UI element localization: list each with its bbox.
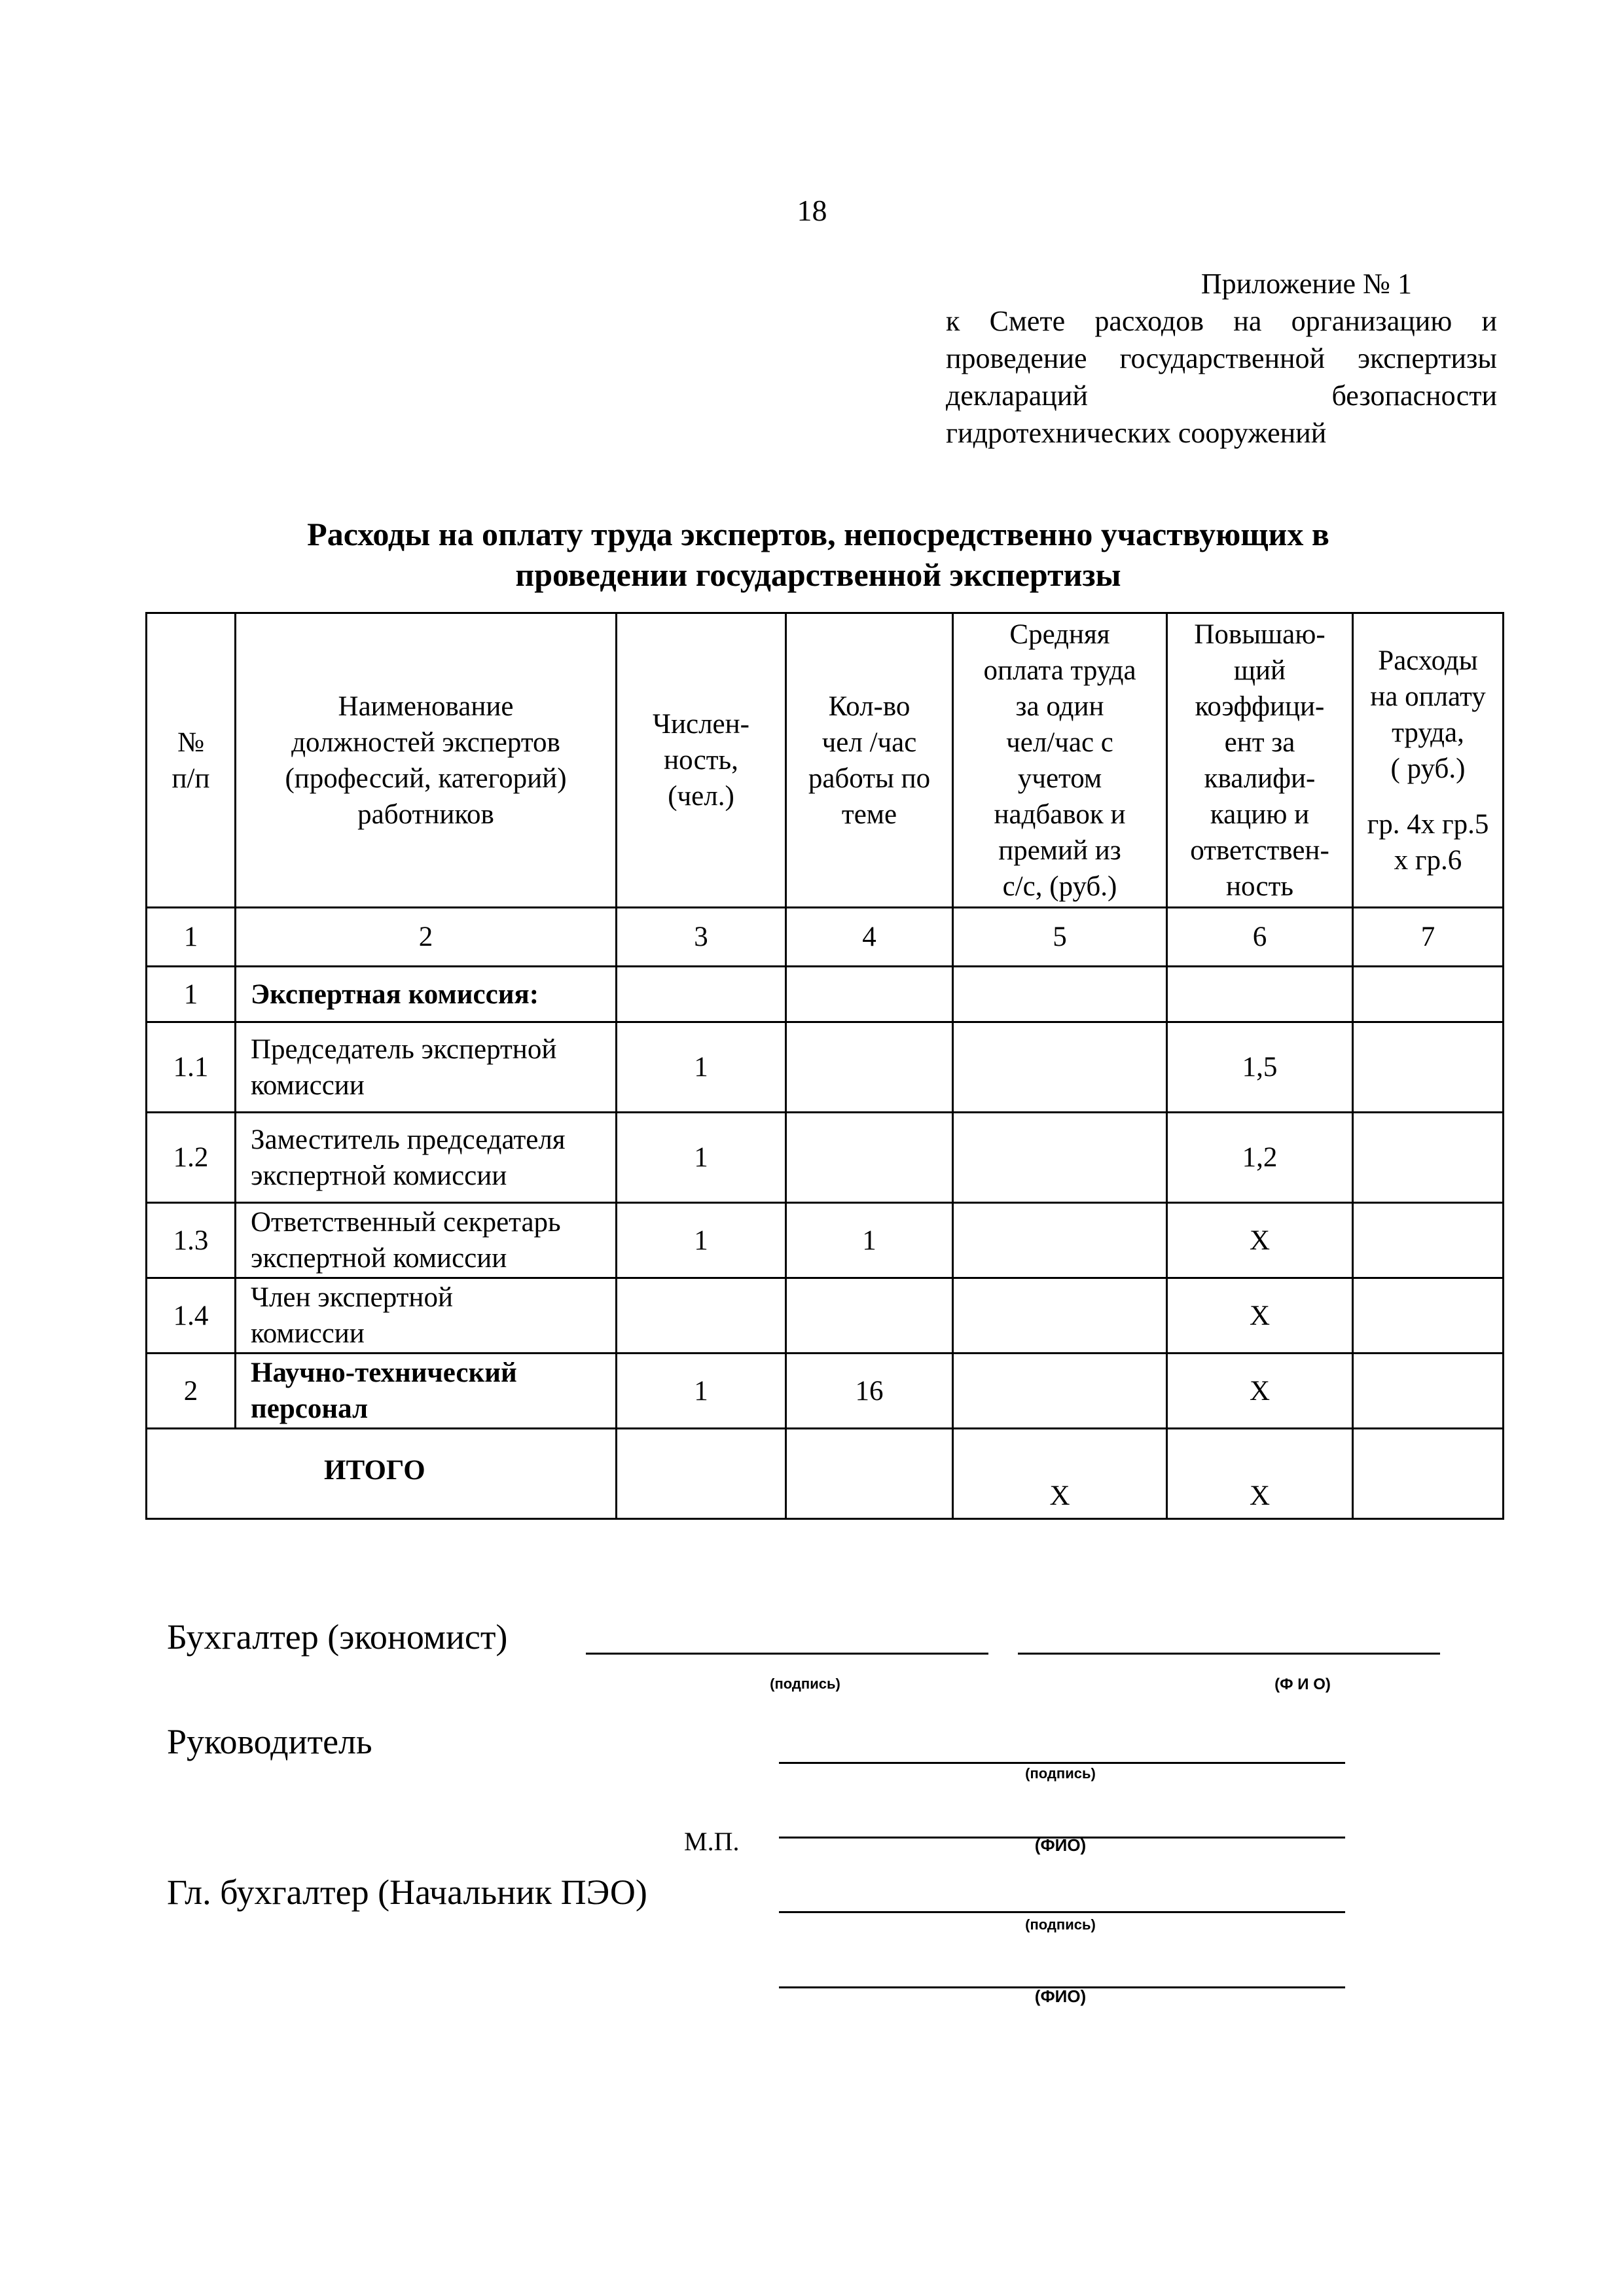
count-cell: 1	[617, 1203, 786, 1278]
position-name-line: Член экспертной	[251, 1282, 453, 1313]
coef-cell: 1,5	[1167, 1022, 1353, 1113]
count-cell: 1	[617, 1354, 786, 1429]
hours-cell: 16	[786, 1354, 953, 1429]
column-number-cell: 7	[1353, 908, 1504, 967]
annex-line: к Смете расходов на организацию и	[946, 305, 1497, 337]
rate-cell	[953, 1354, 1167, 1429]
coef-cell: Х	[1167, 1354, 1353, 1429]
total-cell	[1353, 1278, 1504, 1354]
total-cell	[1353, 1113, 1504, 1203]
page-number: 18	[797, 194, 827, 227]
header-text: чел/час с	[1006, 726, 1113, 758]
position-name-cell	[236, 1113, 617, 1203]
hours-cell	[786, 967, 953, 1022]
position-name-line: Председатель экспертной	[251, 1033, 557, 1065]
column-number-cell: 2	[236, 908, 617, 967]
accountant-signature-line[interactable]	[586, 1653, 988, 1655]
column-number-cell: 4	[786, 908, 953, 967]
header-text: ( руб.)	[1390, 753, 1466, 784]
header-text: премий из	[998, 834, 1121, 866]
position-name-cell	[236, 1022, 617, 1113]
header-text: учетом	[1017, 762, 1102, 794]
position-name-line: комиссии	[251, 1069, 365, 1101]
annex-line: проведение государственной экспертизы	[946, 342, 1497, 374]
rate-cell	[953, 1022, 1167, 1113]
header-cell	[236, 613, 617, 908]
count-cell: 1	[617, 1022, 786, 1113]
header-cell	[1167, 613, 1353, 908]
header-text: Кол-во	[828, 691, 911, 722]
position-name-cell	[236, 1278, 617, 1354]
accountant-fio-line[interactable]	[1018, 1653, 1440, 1655]
position-name-line: персонал	[251, 1393, 369, 1424]
header-text: коэффици-	[1195, 691, 1325, 722]
row-number-cell: 1.3	[147, 1203, 236, 1278]
position-name-cell	[236, 1354, 617, 1429]
header-text: должностей экспертов	[291, 726, 560, 758]
chief-accountant-label: Гл. бухгалтер (Начальник ПЭО)	[167, 1873, 647, 1912]
header-row	[147, 613, 1504, 908]
total-cell	[1353, 1203, 1504, 1278]
header-text: Расходы	[1378, 645, 1478, 676]
rate-cell	[953, 1278, 1167, 1354]
hours-cell	[786, 1022, 953, 1113]
total-coef-cell: Х	[1167, 1429, 1353, 1519]
hours-cell	[786, 1278, 953, 1354]
signature-caption: (подпись)	[1025, 1765, 1096, 1782]
position-name-cell	[236, 1203, 617, 1278]
header-text: труда,	[1392, 717, 1464, 748]
column-number-cell: 3	[617, 908, 786, 967]
header-cell	[786, 613, 953, 908]
total-hours-cell	[786, 1429, 953, 1519]
chief-accountant-signature-line[interactable]	[779, 1911, 1345, 1913]
total-cell	[1353, 1354, 1504, 1429]
director-label: Руководитель	[167, 1722, 372, 1761]
column-number-cell: 5	[953, 908, 1167, 967]
header-cell	[617, 613, 786, 908]
rate-cell	[953, 1203, 1167, 1278]
header-text: (чел.)	[668, 781, 734, 812]
header-text: Повышаю-	[1194, 619, 1326, 650]
table-row	[147, 1113, 1504, 1203]
total-count-cell	[617, 1429, 786, 1519]
title-line: проведении государственной экспертизы	[515, 556, 1121, 593]
row-number-cell: 2	[147, 1354, 236, 1429]
header-text: ент за	[1224, 726, 1295, 758]
header-text: Средняя	[1009, 619, 1110, 650]
header-text: за один	[1015, 691, 1104, 722]
position-name-line: Ответственный секретарь	[251, 1207, 561, 1238]
table-row	[147, 1203, 1504, 1278]
header-text: теме	[841, 798, 897, 830]
annex-line: гидротехнических сооружений	[946, 417, 1327, 449]
annex-line: Приложение № 1	[1200, 268, 1412, 300]
fio-caption: (ФИО)	[1034, 1835, 1087, 1855]
header-text: на оплату	[1370, 681, 1486, 712]
fio-caption: (ФИО)	[1034, 1986, 1087, 2006]
coef-cell: Х	[1167, 1203, 1353, 1278]
header-text: щий	[1233, 655, 1286, 686]
position-name-line: Экспертная комиссия:	[251, 978, 539, 1010]
document-title	[131, 514, 1506, 595]
count-cell	[617, 1278, 786, 1354]
column-number-cell: 1	[147, 908, 236, 967]
expert-cost-table	[145, 612, 1504, 1520]
header-text: с/с, (руб.)	[1002, 870, 1117, 902]
header-text: гр. 4х гр.5	[1367, 808, 1489, 840]
table-row	[147, 1022, 1504, 1113]
count-cell	[617, 967, 786, 1022]
title-line: Расходы на оплату труда экспертов, непосредственно участвующих в	[307, 516, 1329, 552]
fio-caption: (Ф И О)	[1274, 1676, 1331, 1693]
header-text: Наименование	[338, 691, 514, 722]
header-text: п/п	[171, 762, 210, 794]
signature-caption: (подпись)	[1025, 1916, 1096, 1933]
header-text: Числен-	[653, 709, 749, 740]
header-text: ответствен-	[1190, 834, 1329, 866]
accountant-label: Бухгалтер (экономист)	[167, 1617, 508, 1657]
header-text: ность,	[664, 745, 738, 776]
header-text: (профессий, категорий)	[285, 762, 567, 794]
hours-cell: 1	[786, 1203, 953, 1278]
signature-caption: (подпись)	[770, 1676, 840, 1692]
header-text: оплата труда	[983, 655, 1136, 686]
total-cell	[1353, 1022, 1504, 1113]
annex-reference	[946, 265, 1497, 452]
header-text: квалифи-	[1204, 762, 1316, 794]
table-row	[147, 1278, 1504, 1354]
total-rate-cell: Х	[953, 1429, 1167, 1519]
coef-cell	[1167, 967, 1353, 1022]
coef-cell: 1,2	[1167, 1113, 1353, 1203]
position-name-line: экспертной комиссии	[251, 1243, 507, 1274]
position-name-line: Заместитель председателя	[251, 1124, 566, 1155]
total-row	[147, 1429, 1504, 1519]
row-number-cell: 1.4	[147, 1278, 236, 1354]
row-number-cell: 1.2	[147, 1113, 236, 1203]
header-cell	[1353, 613, 1504, 908]
row-number-cell: 1	[147, 967, 236, 1022]
header-cell	[147, 613, 236, 908]
header-text: кацию и	[1210, 798, 1310, 830]
total-label-cell: ИТОГО	[147, 1429, 617, 1519]
table-row	[147, 967, 1504, 1022]
column-number-cell: 6	[1167, 908, 1353, 967]
header-text: работников	[357, 798, 494, 830]
position-name-cell	[236, 967, 617, 1022]
column-number-row	[147, 908, 1504, 967]
header-text: х гр.6	[1394, 844, 1462, 876]
header-text: чел /час	[821, 726, 917, 758]
annex-line: деклараций безопасности	[946, 380, 1497, 412]
director-signature-line[interactable]	[779, 1762, 1345, 1764]
header-text: ность	[1225, 870, 1294, 902]
total-cell	[1353, 967, 1504, 1022]
row-number-cell: 1.1	[147, 1022, 236, 1113]
total-total-cell	[1353, 1429, 1504, 1519]
header-text	[1362, 787, 1494, 806]
header-text: работы по	[808, 762, 931, 794]
rate-cell	[953, 967, 1167, 1022]
header-text: №	[177, 726, 205, 758]
header-text: надбавок и	[994, 798, 1126, 830]
position-name-line: экспертной комиссии	[251, 1160, 507, 1191]
table-row	[147, 1354, 1504, 1429]
stamp-label: М.П.	[684, 1827, 740, 1856]
rate-cell	[953, 1113, 1167, 1203]
position-name-line: Научно-технический	[251, 1357, 517, 1388]
position-name-line: комиссии	[251, 1318, 365, 1349]
coef-cell: Х	[1167, 1278, 1353, 1354]
count-cell: 1	[617, 1113, 786, 1203]
header-cell	[953, 613, 1167, 908]
hours-cell	[786, 1113, 953, 1203]
